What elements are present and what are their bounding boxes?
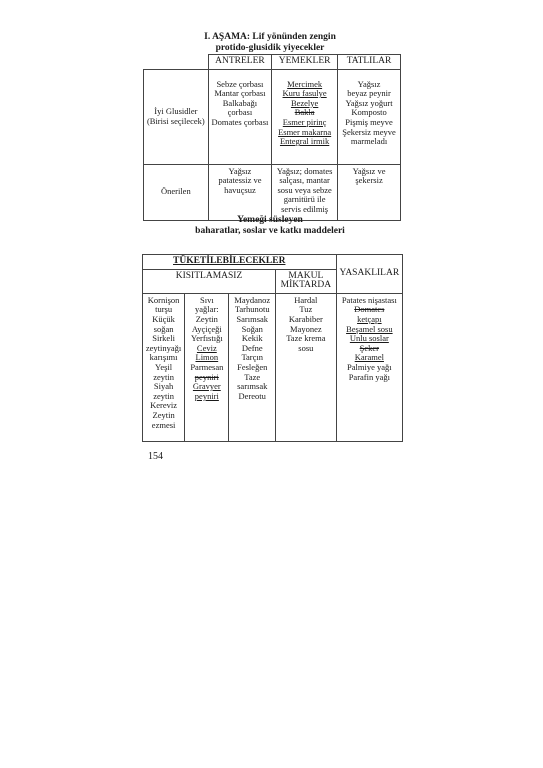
cell-antreler-recommended bbox=[208, 164, 271, 220]
list-item: Zeytin bbox=[152, 409, 175, 420]
row-label-recommended: Önerilen bbox=[144, 164, 209, 220]
header-antreler: ANTRELER bbox=[208, 55, 271, 70]
list-item: Yağsız bbox=[357, 78, 381, 89]
title-line-2: protido-glusidik yiyecekler bbox=[215, 43, 325, 53]
list-item: Zeytin bbox=[195, 313, 218, 324]
list-item: zeytin bbox=[153, 390, 174, 401]
list-item: Mantar çorbası bbox=[214, 88, 266, 99]
list-item: ezmesi bbox=[151, 419, 176, 430]
list-item: Entegral irmik bbox=[279, 136, 330, 147]
list-item: karışımı bbox=[149, 352, 178, 363]
list-item: Taze krema bbox=[286, 333, 326, 344]
cell-tatlilar-recommended bbox=[338, 164, 401, 220]
list-item: Esmer makarna bbox=[278, 126, 332, 137]
list-item: Balkabağı bbox=[222, 97, 258, 108]
list-item: Fesleğen bbox=[237, 361, 268, 372]
list-item: Kereviz bbox=[150, 400, 178, 411]
list-item: Kuru fasulye bbox=[282, 88, 327, 99]
list-item: sosu bbox=[298, 342, 314, 353]
list-item: Tuz bbox=[299, 304, 313, 315]
list-item: Mercimek bbox=[287, 78, 323, 89]
condiments-table bbox=[142, 254, 403, 442]
page-number: 154 bbox=[148, 451, 163, 462]
list-item: soğan bbox=[153, 323, 174, 334]
fiber-foods-table bbox=[143, 54, 401, 221]
list-item: zeytin bbox=[153, 371, 174, 382]
list-item: Sarımsak bbox=[236, 313, 269, 324]
table1-row-recommended bbox=[144, 164, 401, 220]
col-kisitlamasiz-2 bbox=[185, 293, 229, 441]
label-line: İyi Glusidler bbox=[154, 106, 198, 116]
header-line: MİKTARDA bbox=[280, 280, 332, 291]
list-item: Yağsız yoğurt bbox=[345, 97, 393, 108]
list-item: Sıvı bbox=[199, 294, 214, 305]
list-item: Kornişon bbox=[147, 294, 180, 305]
list-item: marmeladı bbox=[350, 136, 388, 147]
list-item: Şekersiz meyve bbox=[342, 126, 396, 137]
cell-yemekler-good bbox=[272, 69, 338, 164]
list-item: çorbası bbox=[227, 107, 253, 118]
list-item: Patates nişastası bbox=[341, 294, 397, 305]
cell-yemekler-recommended bbox=[272, 164, 338, 220]
list-item: şekersiz bbox=[355, 175, 383, 186]
list-item: patatessiz ve bbox=[218, 175, 262, 186]
list-item: garnitürü ile bbox=[283, 194, 326, 205]
table2-body-row bbox=[143, 293, 403, 441]
header-tatlilar: TATLILAR bbox=[338, 55, 401, 70]
list-item: Yağsız; domates bbox=[276, 165, 333, 176]
list-item: Tarhunotu bbox=[234, 304, 270, 315]
header-tuketilebilecekler: TÜKETİLEBİLECEKLER bbox=[143, 255, 337, 270]
list-item: beyaz peynir bbox=[347, 88, 391, 99]
list-item: Unlu soslar bbox=[349, 333, 389, 344]
list-item: Soğan bbox=[241, 323, 263, 334]
list-item: peyniri bbox=[194, 371, 219, 382]
list-item: Pişmiş meyve bbox=[345, 116, 393, 127]
header-line: MAKUL bbox=[288, 270, 324, 281]
header-kisitlamasiz: KISITLAMASIZ bbox=[143, 269, 276, 293]
list-item: yağlar: bbox=[195, 304, 219, 315]
cell-tatlilar-good bbox=[338, 69, 401, 164]
list-item: Şeker bbox=[359, 342, 380, 353]
page-title bbox=[150, 32, 390, 54]
col-yasaklilar bbox=[336, 293, 402, 441]
list-item: Taze bbox=[244, 371, 261, 382]
list-item: Yağsız bbox=[228, 165, 252, 176]
list-item: servis edilmiş bbox=[281, 203, 329, 214]
list-item: Ayçiçeği bbox=[191, 323, 222, 334]
list-item: Beşamel sosu bbox=[346, 323, 393, 334]
list-item: sosu veya sebze bbox=[277, 184, 332, 195]
list-item: salçası, mantar bbox=[279, 175, 330, 186]
list-item: Palmiye yağı bbox=[347, 361, 392, 372]
list-item: Bezelye bbox=[290, 97, 319, 108]
list-item: Karamel bbox=[354, 352, 384, 363]
list-item: Maydanoz bbox=[234, 294, 271, 305]
header-yasaklilar: YASAKLILAR bbox=[336, 255, 402, 294]
list-item: Sirkeli bbox=[152, 333, 175, 344]
list-item: Ceviz bbox=[196, 342, 217, 353]
list-item: Tarçın bbox=[241, 352, 264, 363]
table1-row-good-carbs bbox=[144, 69, 401, 164]
list-item: Defne bbox=[241, 342, 263, 353]
list-item: Mayonez bbox=[290, 323, 322, 334]
list-item: Yeşil bbox=[155, 361, 173, 372]
header-makul-miktarda bbox=[276, 269, 337, 293]
list-item: zeytinyağı bbox=[145, 342, 182, 353]
list-item: havuçsuz bbox=[224, 184, 256, 195]
list-item: Kekik bbox=[241, 333, 263, 344]
list-item: Parafin yağı bbox=[348, 371, 390, 382]
list-item: ketçapı bbox=[357, 313, 382, 324]
list-item: Gravyer bbox=[192, 381, 221, 392]
row-label-good-carbs bbox=[144, 69, 209, 164]
table1-header-row bbox=[144, 55, 401, 70]
cell-antreler-good bbox=[208, 69, 271, 164]
label-line: (Birisi seçilecek) bbox=[146, 115, 205, 126]
table2-header-row-1 bbox=[143, 255, 403, 270]
title-line-1: I. AŞAMA: Lif yönünden zengin bbox=[204, 32, 336, 42]
list-item: Domates çorbası bbox=[211, 116, 269, 127]
heading-line-1: Yemeği süsleyen bbox=[237, 215, 303, 225]
list-item: Sebze çorbası bbox=[216, 78, 264, 89]
list-item: sarımsak bbox=[237, 381, 268, 392]
col-kisitlamasiz-3 bbox=[229, 293, 276, 441]
col-makul-miktarda bbox=[276, 293, 337, 441]
list-item: Parmesan bbox=[190, 361, 224, 372]
list-item: Bakla bbox=[294, 107, 315, 118]
list-item: Yağsız ve bbox=[352, 165, 386, 176]
list-item: Domates bbox=[354, 304, 385, 315]
header-yemekler: YEMEKLER bbox=[272, 55, 338, 70]
list-item: Yerfıstığı bbox=[190, 333, 223, 344]
heading-line-2: baharatlar, soslar ve katkı maddeleri bbox=[195, 226, 345, 236]
list-item: Küçük bbox=[152, 313, 175, 324]
list-item: Esmer pirinç bbox=[282, 116, 327, 127]
list-item: Dereotu bbox=[238, 390, 266, 401]
list-item: turşu bbox=[155, 304, 173, 315]
list-item: Siyah bbox=[153, 381, 174, 392]
list-item: Limon bbox=[195, 352, 219, 363]
section-heading bbox=[150, 215, 390, 237]
col-kisitlamasiz-1 bbox=[143, 293, 185, 441]
list-item: Karabiber bbox=[288, 313, 323, 324]
list-item: Hardal bbox=[294, 294, 318, 305]
list-item: Komposto bbox=[351, 107, 387, 118]
list-item: peyniri bbox=[194, 390, 219, 401]
